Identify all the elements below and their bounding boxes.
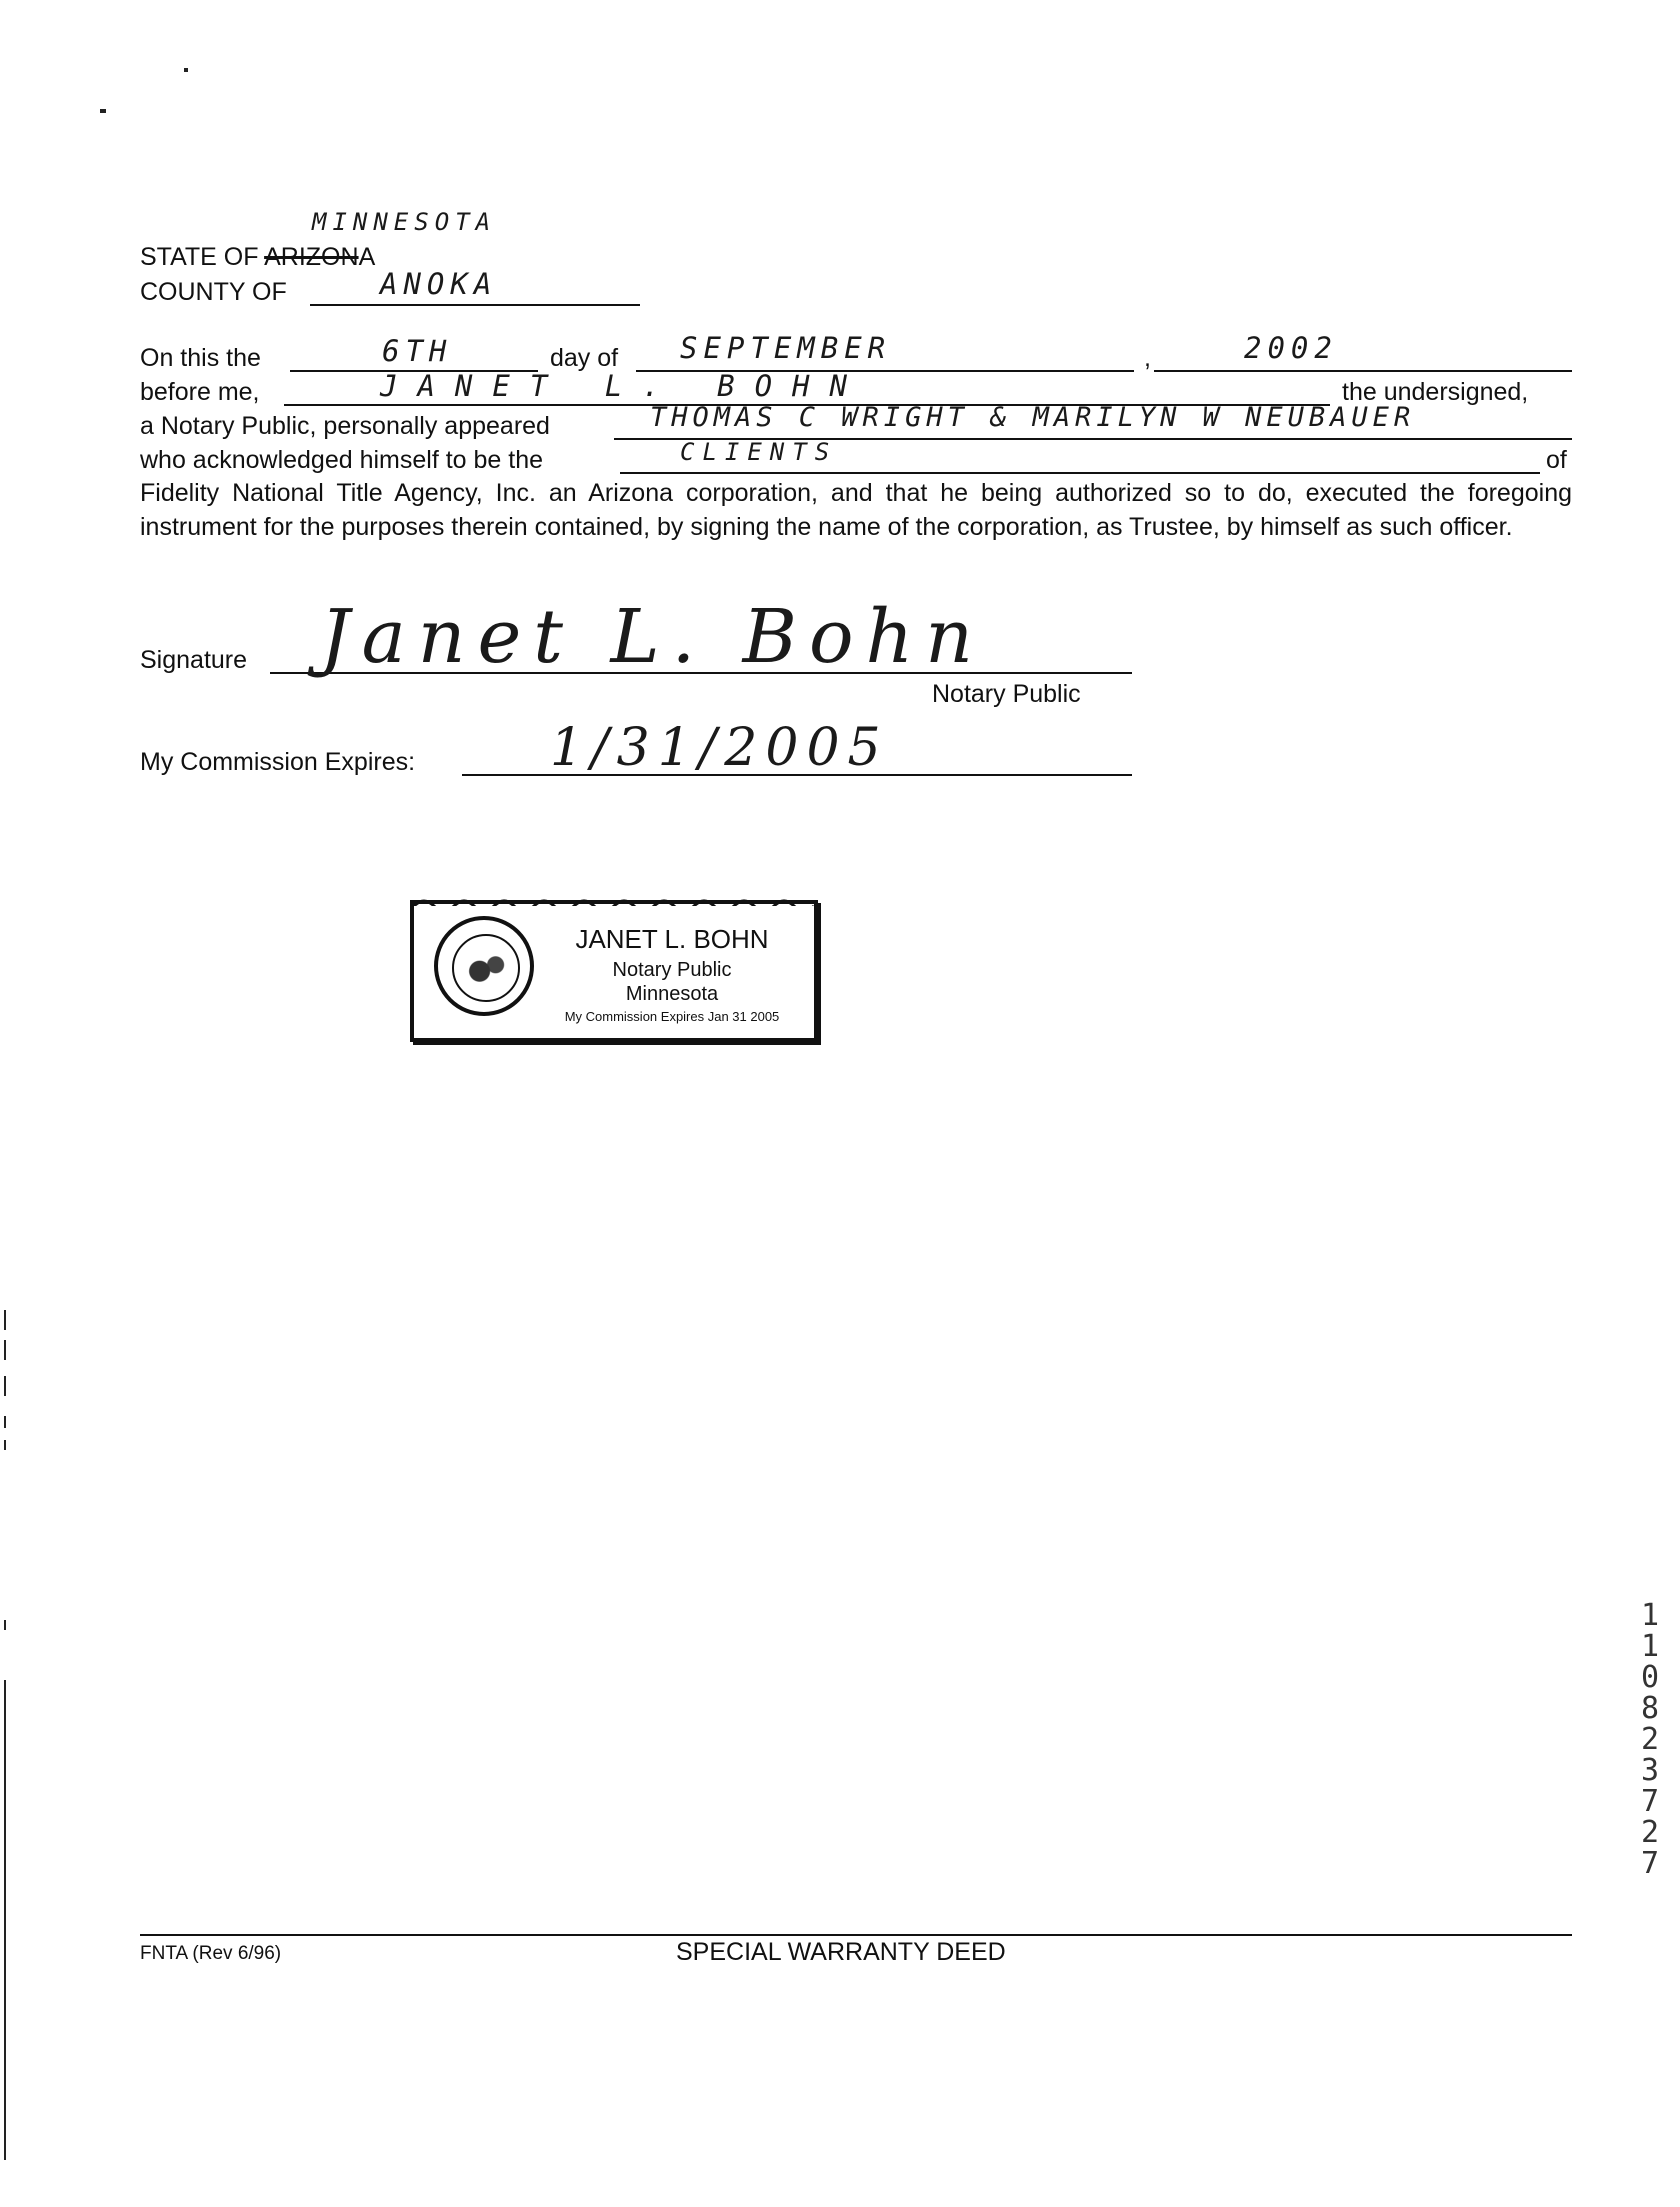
month-handwritten: SEPTEMBER [680,331,892,365]
state-suffix: A [358,243,376,271]
stamp-name: JANET L. BOHN [575,924,769,954]
stamp-border-scallop [414,896,814,906]
role-blank [620,472,1540,474]
scan-margin-line [4,1376,6,1396]
document-title: SPECIAL WARRANTY DEED [676,1938,1006,1966]
scan-speck [184,68,188,72]
seal-emblem [452,934,520,1002]
day-handwritten: 6TH [382,334,453,368]
signature-label: Signature [140,646,248,674]
state-line [140,245,375,270]
state-label: STATE OF [140,243,259,271]
appeared-label: a Notary Public, personally appeared [140,412,550,440]
county-handwritten: ANOKA [380,267,498,301]
role-handwritten: CLIENTS [680,438,838,466]
commission-label: My Commission Expires: [140,748,416,776]
recording-number: 11082 3727 [1640,1598,1660,1881]
county-blank [310,304,640,306]
day-of-label: day of [550,344,619,372]
scan-speck [100,109,106,113]
state-struck-text: ARIZON [264,243,359,271]
scan-margin-line [4,1310,6,1330]
undersigned-label: the undersigned, [1342,378,1529,406]
scan-margin-line [4,1620,6,1630]
year-blank [1154,370,1572,372]
stamp-state: Minnesota [625,983,719,1005]
form-id: FNTA (Rev 6/96) [140,1943,282,1964]
scan-margin-line [4,1440,6,1450]
notary-name-handwritten: JANET L. BOHN [380,369,867,403]
acknowledged-label: who acknowledged himself to be the [140,446,544,474]
commission-date-handwritten: 1/31/2005 [550,718,889,778]
acknowledgment-body: Fidelity National Title Agency, Inc. an Arizona corporation, and that he being authorized so to do, executed the foregoing instrument for the purposes therein contained, by signing the name of the corporation, as Trustee, by himself as such officer. [140,479,1572,541]
stamp-expires: My Commission Expires Jan 31 2005 [564,1009,780,1024]
notary-stamp [410,900,818,1042]
state-handwritten: MINNESOTA [312,208,497,236]
scan-margin-line [4,1416,6,1428]
county-label: COUNTY OF [140,278,287,306]
footer-rule [140,1934,1572,1936]
scan-margin-line [4,1680,6,2160]
notary-signature: Janet L. Bohn [320,594,985,680]
notary-public-label: Notary Public [932,680,1081,708]
scan-margin-line [4,1340,6,1360]
of-label: of [1546,446,1567,474]
state-seal-icon [434,916,534,1016]
comma: , [1144,344,1151,372]
year-handwritten: 2002 [1244,331,1338,365]
persons-handwritten: THOMAS C WRIGHT & MARILYN W NEUBAUER [650,402,1416,433]
before-me-label: before me, [140,378,260,406]
on-this-the-label: On this the [140,344,261,372]
stamp-title: Notary Public [612,959,732,981]
